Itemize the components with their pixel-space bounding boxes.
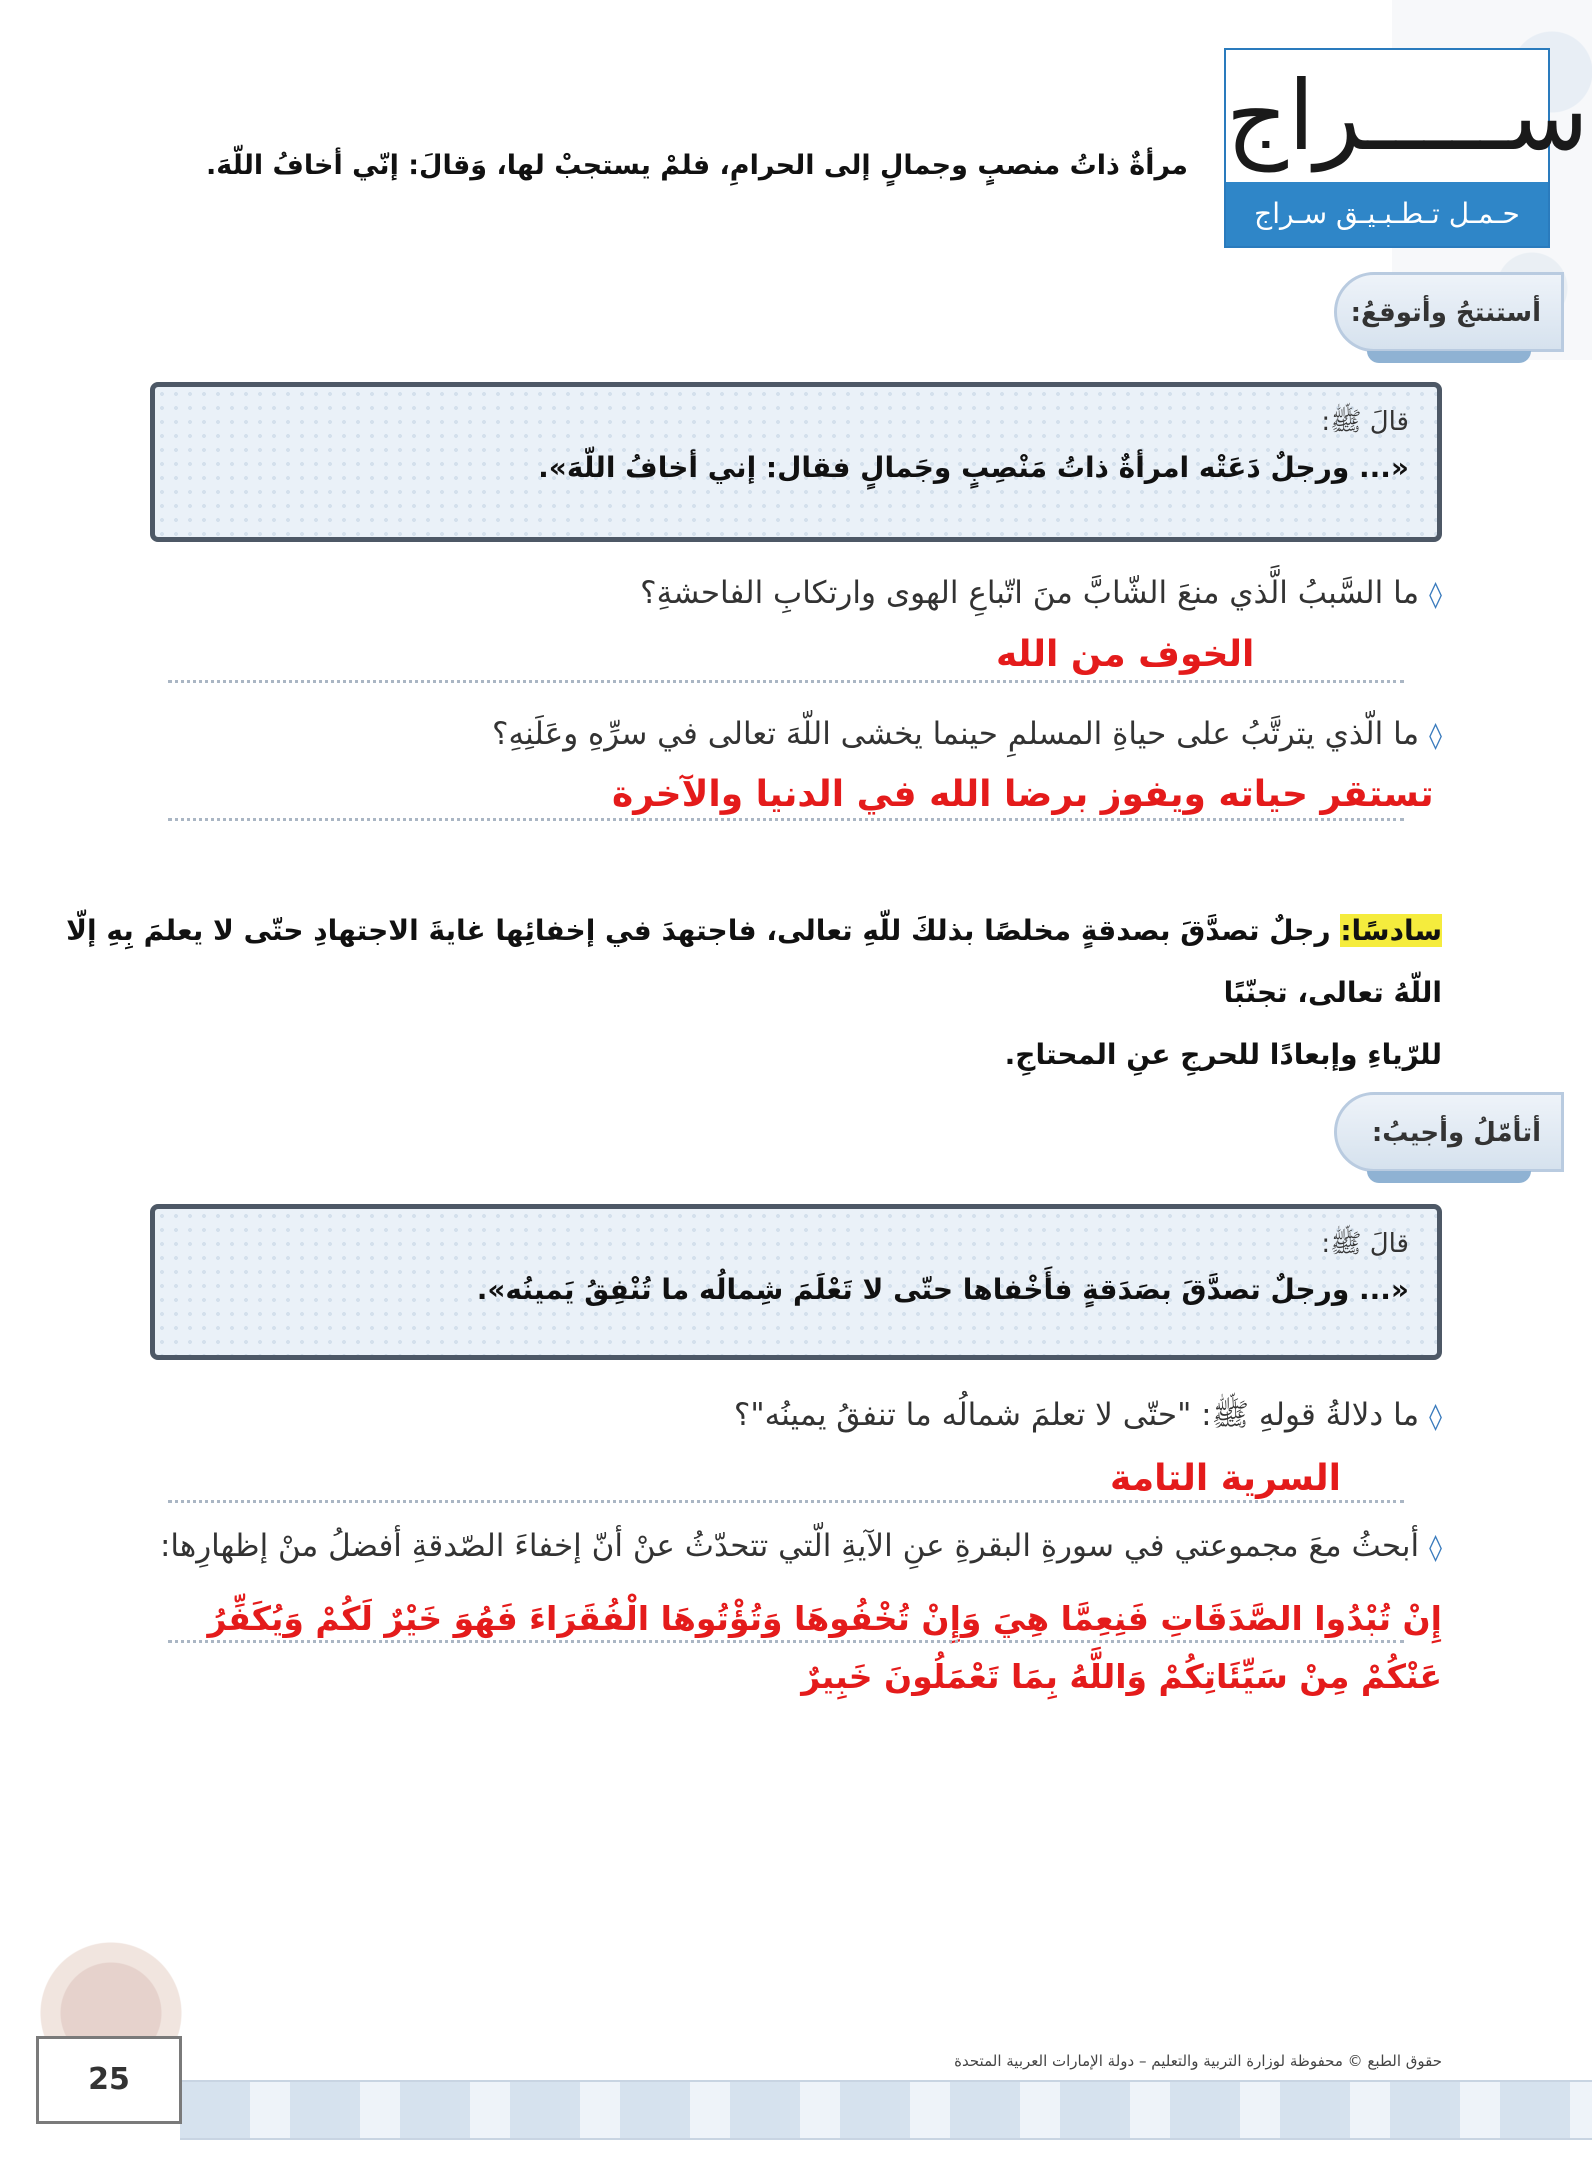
hadith-text: «... ورجلٌ تصدَّقَ بصَدَقةٍ فأَخْفاها حتّى لا تَعْلَمَ شِمالُه ما تُنْفِقُ يَمينُه». [476, 1273, 1409, 1306]
question-3: ◊ما دلالةُ قولهِ ﷺ: "حتّى لا تعلمَ شمالُه ما تنفقُ يمينُه"؟ [733, 1397, 1442, 1433]
answer-line-1 [168, 680, 1404, 683]
answer-1: الخوف من الله [996, 634, 1255, 675]
diamond-bullet-icon: ◊ [1429, 1402, 1442, 1432]
logo-band: حـمـل تـطـبـيـق سـراج [1226, 182, 1548, 246]
question-1: ◊ما السَّببُ الَّذي منعَ الشّابَّ منَ اتّباعِ الهوى وارتكابِ الفاحشةِ؟ [640, 575, 1442, 611]
sixth-line-2: للرّياءِ وإبعادًا للحرجِ عنِ المحتاجِ. [1004, 1038, 1442, 1071]
answer-line-2 [168, 818, 1404, 821]
hadith-box-1 [150, 382, 1442, 542]
answer-3: السرية التامة [1110, 1458, 1341, 1499]
diamond-bullet-icon: ◊ [1429, 1533, 1442, 1563]
question-2: ◊ما الّذي يترتَّبُ على حياةِ المسلمِ حينما يخشى اللّهَ تعالى في سرِّهِ وعَلَنِهِ؟ [492, 716, 1442, 752]
answer-2: تستقر حياته ويفوز برضا الله في الدنيا والآخرة [612, 774, 1434, 815]
answer-4 [22, 1590, 1442, 1706]
page-number: 25 [36, 2036, 182, 2124]
hadith-intro: قالَ ﷺ: [1321, 1229, 1409, 1259]
logo-word: ســـــراج [1226, 60, 1589, 172]
intro-line: مرأةٌ ذاتُ منصبٍ وجمالٍ إلى الحرامِ، فلمْ يستجبْ لها، وَقالَ: إنّي أخافُ اللّهَ. [206, 150, 1188, 181]
footer-decoration [180, 2080, 1592, 2140]
ribbon-deduce: أستنتجُ وأتوقعُ: [1334, 272, 1564, 352]
diamond-bullet-icon: ◊ [1429, 721, 1442, 751]
question-4: ◊أبحثُ معَ مجموعتي في سورةِ البقرةِ عنِ الآيةِ الّتي تتحدّثُ عنْ أنّ إخفاءَ الصّدقةِ أفضلُ منْ إظهارِها: [159, 1528, 1442, 1564]
hadith-text: «... ورجلٌ دَعَتْه امرأةٌ ذاتُ مَنْصِبٍ وجَمالٍ فقال: إني أخافُ اللّهَ». [538, 451, 1409, 484]
sixth-line-1: سادسًا: رجلٌ تصدَّقَ بصدقةٍ مخلصًا بذلكَ للّهِ تعالى، فاجتهدَ في إخفائِها غايةَ الاجتهادِ حتّى لا يعلمَ بِهِ إلّا اللّهُ تعالى، تجنّبًا [66, 914, 1442, 1009]
hadith-box-2 [150, 1204, 1442, 1360]
answer-4-line-1: إِنْ تُبْدُوا الصَّدَقَاتِ فَنِعِمَّا هِيَ وَإِنْ تُخْفُوهَا وَتُؤْتُوهَا الْفُقَرَاءَ فَهُوَ خَيْرٌ لَكُمْ وَيُكَفِّرُ [207, 1599, 1442, 1638]
sixth-label: سادسًا: [1340, 914, 1442, 947]
sixth-paragraph [22, 900, 1442, 1086]
copyright-notice: حقوق الطبع © محفوظة لوزارة التربية والتعليم – دولة الإمارات العربية المتحدة [954, 2052, 1442, 2070]
answer-4-line-2: عَنْكُمْ مِنْ سَيِّئَاتِكُمْ وَاللَّهُ بِمَا تَعْمَلُونَ خَبِيرٌ [801, 1657, 1442, 1696]
answer-line-4 [168, 1640, 1404, 1643]
diamond-bullet-icon: ◊ [1429, 580, 1442, 610]
answer-line-3 [168, 1500, 1404, 1503]
siraj-logo[interactable] [1224, 48, 1589, 248]
hadith-intro: قالَ ﷺ: [1321, 407, 1409, 437]
ribbon-reflect: أتأمّلُ وأجيبُ: [1334, 1092, 1564, 1172]
